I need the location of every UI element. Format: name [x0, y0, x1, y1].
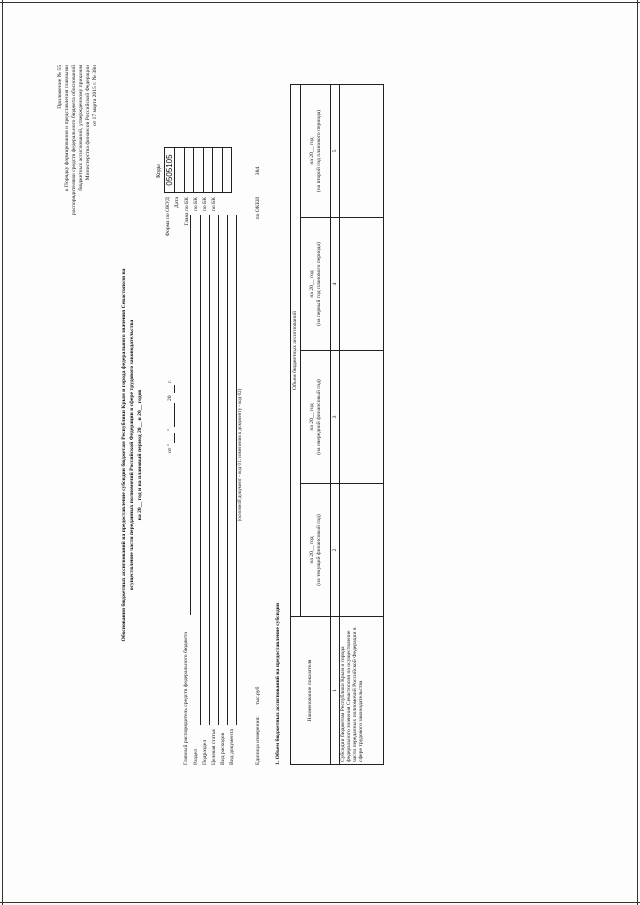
field-underline[interactable] [218, 215, 219, 725]
date-year: 20 [167, 395, 173, 401]
unit-label: Единица измерения: [255, 716, 261, 765]
value-cell[interactable] [340, 351, 384, 484]
okei-label: по ОКЕИ [255, 197, 261, 220]
code-date[interactable] [175, 148, 185, 193]
date-prefix: от " [167, 444, 173, 453]
group-header: Объем бюджетных ассигнований [291, 85, 301, 617]
codes-table [164, 147, 232, 193]
field-label: Подраздел [202, 739, 208, 765]
doc-type-note: (основной документ - код 01; изменения к документу - код 02) [238, 388, 243, 522]
value-cell[interactable] [340, 85, 384, 218]
code-bk[interactable] [222, 148, 232, 193]
code-label: по БК [193, 197, 199, 212]
section1-heading: 1. Объем бюджетных ассигнований на предоставление субсидии [275, 602, 281, 765]
field-underline[interactable] [209, 215, 210, 725]
field-underline[interactable] [227, 215, 228, 725]
okei-code: 384 [255, 166, 261, 176]
code-chapter[interactable] [184, 148, 194, 193]
col-number: 5 [331, 85, 340, 218]
value-cell[interactable] [340, 484, 384, 617]
date-month-blank [174, 403, 175, 427]
col-name-header: Наименование показателя [291, 617, 331, 765]
field-underline[interactable] [200, 215, 201, 725]
appendix-line: Приложение № 55 [57, 65, 63, 109]
code-label: Глава по БК [184, 197, 190, 226]
col-year-sub: (на второй год планового периода) [315, 109, 322, 193]
field-label: Главный распорядитель средств федерального бюджета [183, 632, 189, 765]
codes-header: Коды [156, 164, 162, 178]
field-underline[interactable] [236, 215, 237, 725]
code-label: Дата [174, 197, 180, 209]
date-suffix: г. [167, 379, 173, 383]
code-bk[interactable] [194, 148, 204, 193]
col-header-year [301, 218, 331, 351]
col-year-sub: (на текущий финансовый год) [315, 514, 322, 586]
date-day-blank [174, 433, 175, 443]
col-year-sub: (на первый год планового периода) [315, 242, 322, 326]
appendix-line: к Порядку формирования и представления главными [64, 65, 70, 192]
code-bk[interactable] [203, 148, 213, 193]
col-year-label: на 20__ год [309, 270, 316, 298]
col-number: 1 [331, 617, 340, 765]
appendix-line: Министерства финансов Российской Федерации [85, 65, 91, 181]
appendix-line: от 17 марта 2015 г. № 38н [92, 65, 98, 127]
col-header-year [301, 85, 331, 218]
appendix-line: бюджетных ассигнований, утвержденному приказом [78, 65, 84, 191]
unit-value: тыс.руб [255, 686, 261, 705]
col-year-sub: (на очередной финансовый год) [315, 379, 322, 455]
field-label: Целевая статья [211, 729, 217, 765]
field-underline[interactable] [190, 215, 191, 615]
col-year-label: на 20__ год [309, 137, 316, 165]
document-title-line2: осуществление части переданных полномочий Российской Федерации в сфере трудового законодательства [129, 319, 135, 591]
code-bk[interactable] [213, 148, 223, 193]
col-number: 4 [331, 218, 340, 351]
field-label: Вид документа [229, 729, 235, 765]
appendix-line: распорядителями средств федерального бюджета обоснований [71, 65, 77, 215]
date-mid: " [167, 428, 173, 431]
col-year-label: на 20__ год [309, 536, 316, 564]
field-label: Раздел [193, 749, 199, 765]
col-header-year [301, 351, 331, 484]
row-label: Субсидии бюджетам Республики Крым и города федерального значения Севастополя на осуществление части переданных полномочий Российской Федерации в сфере трудового законодательства [340, 617, 384, 765]
code-label: по БК [202, 197, 208, 212]
col-number: 2 [331, 484, 340, 617]
budget-table [290, 84, 384, 765]
code-okud[interactable]: 0505105 [165, 148, 175, 193]
field-label: Вид расходов [220, 732, 226, 765]
code-label: по БК [211, 197, 217, 212]
code-label: Форма по ОКУД [165, 197, 171, 237]
document-title-line1: Обоснования бюджетных ассигнований на предоставление субсидии бюджетам Республики Крым и города федерального значения Севастополя на [121, 268, 127, 642]
value-cell[interactable] [340, 218, 384, 351]
col-header-year [301, 484, 331, 617]
document-title-line3: на 20__ год и на плановый период 20__ и 20__ годов [137, 389, 143, 521]
date-year-blank [174, 385, 175, 393]
col-number: 3 [331, 351, 340, 484]
col-year-label: на 20__ год [309, 403, 316, 431]
